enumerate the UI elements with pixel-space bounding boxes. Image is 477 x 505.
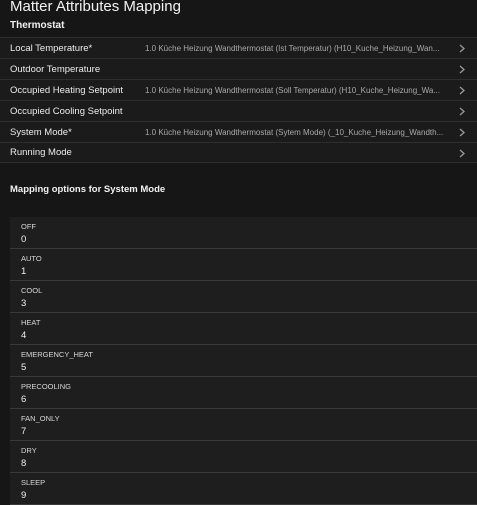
- attribute-label: Occupied Heating Setpoint: [10, 84, 124, 96]
- section-title: Thermostat: [10, 20, 65, 31]
- option-row-dry[interactable]: [10, 441, 477, 473]
- option-name: PRECOOLING: [21, 382, 72, 391]
- chevron-right-icon[interactable]: [457, 148, 467, 158]
- option-row-off[interactable]: [10, 217, 477, 249]
- option-name: DRY: [21, 446, 37, 455]
- option-name: SLEEP: [21, 478, 46, 487]
- option-name: AUTO: [21, 254, 42, 263]
- chevron-right-icon[interactable]: [457, 127, 467, 137]
- mapping-options-title: Mapping options for System Mode: [10, 184, 166, 195]
- option-name: HEAT: [21, 318, 41, 327]
- attribute-row-local-temperature[interactable]: [0, 37, 477, 58]
- chevron-right-icon[interactable]: [457, 85, 467, 95]
- chevron-right-icon[interactable]: [457, 106, 467, 116]
- mapping-options-list: [10, 217, 477, 505]
- attribute-row-outdoor-temperature[interactable]: [0, 58, 477, 79]
- option-value: 1: [21, 266, 27, 277]
- option-value: 7: [21, 426, 27, 437]
- chevron-right-icon[interactable]: [457, 43, 467, 53]
- attribute-label: Outdoor Temperature: [10, 63, 101, 75]
- chevron-right-icon[interactable]: [457, 64, 467, 74]
- option-name: FAN_ONLY: [21, 414, 60, 423]
- option-value: 0: [21, 234, 27, 245]
- option-value: 9: [21, 490, 27, 501]
- attribute-row-occupied-cooling-setpoint[interactable]: [0, 100, 477, 121]
- attribute-label: System Mode*: [10, 126, 72, 138]
- attribute-value: 1.0 Küche Heizung Wandthermostat (Sytem Mode) (_10_Kuche_Heizung_Wandth...: [145, 127, 444, 137]
- option-name: EMERGENCY_HEAT: [21, 350, 93, 359]
- option-name: OFF: [21, 222, 36, 231]
- page-title: Matter Attributes Mapping: [10, 0, 181, 15]
- attribute-row-running-mode[interactable]: [0, 142, 477, 163]
- option-row-sleep[interactable]: [10, 473, 477, 505]
- attribute-row-system-mode[interactable]: [0, 121, 477, 142]
- option-row-precooling[interactable]: [10, 377, 477, 409]
- option-value: 3: [21, 298, 27, 309]
- option-name: COOL: [21, 286, 43, 295]
- option-row-auto[interactable]: [10, 249, 477, 281]
- option-row-cool[interactable]: [10, 281, 477, 313]
- option-value: 8: [21, 458, 27, 469]
- option-row-fan-only[interactable]: [10, 409, 477, 441]
- option-row-emergency-heat[interactable]: [10, 345, 477, 377]
- attribute-label: Occupied Cooling Setpoint: [10, 105, 123, 117]
- attribute-list: [0, 37, 477, 163]
- option-value: 5: [21, 362, 27, 373]
- attribute-row-occupied-heating-setpoint[interactable]: [0, 79, 477, 100]
- option-row-heat[interactable]: [10, 313, 477, 345]
- attribute-value: 1.0 Küche Heizung Wandthermostat (Soll Temperatur) (H10_Kuche_Heizung_Wa...: [145, 85, 440, 95]
- attribute-label: Local Temperature*: [10, 42, 93, 54]
- option-value: 4: [21, 330, 27, 341]
- option-value: 6: [21, 394, 27, 405]
- attribute-label: Running Mode: [10, 147, 72, 158]
- attribute-value: 1.0 Küche Heizung Wandthermostat (Ist Temperatur) (H10_Kuche_Heizung_Wan...: [145, 43, 440, 53]
